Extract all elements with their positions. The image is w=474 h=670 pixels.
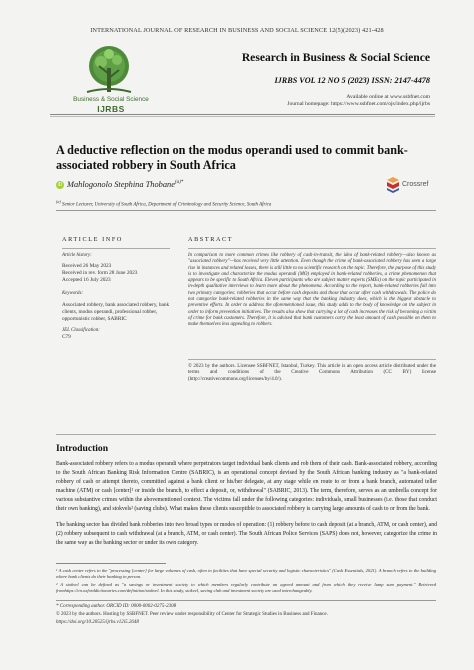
affiliation-mark: (a) (56, 199, 61, 204)
keywords-label: Keywords: (62, 290, 84, 296)
abstract-heading: ABSTRACT (188, 236, 234, 243)
logo-abbr: IJRBS (97, 104, 125, 114)
crossref-badge[interactable] (386, 176, 438, 196)
introduction-heading: Introduction (56, 443, 109, 454)
history-revised: Received in rev. form 28 June 2023 (62, 270, 138, 277)
article-info-rule (62, 248, 170, 249)
footnote-2: ² A stokvel can be defined as "a savings or investment society to which members regularly contribute an agreed amount and from which they receive lump sum payment." Retrieved fromhttps://en.oxforddictionaries.com/definition/stokvel. In this study, stokvel, saving club and investment society are used interchangeably. (56, 582, 436, 594)
footnote-1: ¹ A cash center refers to the "processing [center] for large volumes of cash, often in facilities that have special security and logistic characteristics" (Cash Essentials, 2021). A branch refers to the building where bank clients do their banking in person. (56, 568, 436, 580)
history-received: Received 26 May 2023 (62, 263, 112, 269)
abstract-text: In comparison to more common crimes like robbery of cash-in-transit, the idea of bank-related robbery—also known as "associated robbery"—has received very little attention. Even though the crime of bank-associated robbery has seen a large rise in instances and related losses, there is still little to no scientific research on the topic. Therefore, the purpose of this study is to investigate and characterize the modus operandi (MO) employed in bank-related robberies, a crime phenomenon that appears to be specific to South Africa. Eleven participants who are subject matter experts (SMEs) on the topic participated in in-depth qualitative interviews to learn more about the phenomena. According to the report, bank-related robberies fall into two primary categories: robberies that occur before cash deposits and those that occur after cash withdrawals. The police do not categorize bank-related robberies in the same way that the banking industry does, which is the biggest obstacle to preventive efforts. In order to address the aforementioned issue, this study adds to the body of knowledge on the subject in order to inform prevention initiatives. The results also show that carrying a lot of cash increases the risk of becoming a victim of crime for bank customers. Therefore, it is advised that bank customers carry the least amount of cash possible on them to make themselves less appealing to robbers. (188, 253, 436, 328)
footnote-divider (56, 563, 166, 564)
article-info-column (62, 236, 172, 341)
author-line (56, 180, 183, 189)
intro-paragraph-2: The banking sector has divided bank robberies into two broad types or modes of operation: (1) robbery before to cash deposit (at a branch, ATM, or cash center), and (2) robbery subsequent to cash withdrawal (at a branch, ATM, or cash center). The South African Police Services (SAPS) does not, however, categorize the crime in the same way as the banking sector or under its own category. (56, 522, 437, 546)
copyright-line: © 2023 by the authors. Hosting by SSBFNET. Peer review under responsibility of Center for Strategic Studies in Business and Finance. (56, 612, 328, 617)
abstract-bottom-divider (56, 434, 436, 435)
article-info-heading: ARTICLE INFO (62, 236, 123, 243)
author-name: Mahlogonolo Stephina Thobane (67, 180, 175, 189)
intro-paragraph-1: Bank-associated robbery refers to a modus operandi where perpetrators target individual bank clients and rob them of their cash. Bank-associated robbery, according to the South African Banking Risk Information Centre (SABRIC), is an operational concept devised by the South African banking industry as "a bank-related robbery of cash or attempt thereto, committed against a bank client or his/her delegate, at any stage while en route to or from a bank branch, automated teller machine (ATM) or cash [center]¹ or inside the branch, to effect a deposit, or, withdrawal" (SABRIC, 2013). The term, therefore, serves as an umbrella concept for various substantive crimes within the abovementioned context. The victims fall under the following categories: individuals, small businesses (i.e. those that conduct their own banking), and stokvels² (saving clubs). What makes these clients susceptible to associated robbery is carrying large amounts of cash to or from the bank. (56, 461, 437, 512)
abstract-column (188, 236, 436, 382)
title-divider (56, 210, 436, 211)
article-title: A deductive reflection on the modus operandi used to commit bank-associated robbery in South Africa (56, 143, 408, 172)
crossref-icon (386, 176, 400, 194)
header-divider (50, 114, 435, 115)
author-superscript: (a)* (174, 180, 184, 186)
history-label: Article history: (62, 253, 92, 258)
history-accepted: Accepted 16 July 2023 (62, 277, 111, 284)
jel-label: JEL Classification: (62, 328, 100, 334)
orcid-icon[interactable]: iD (57, 182, 63, 188)
license-rule (188, 359, 436, 360)
logo-name: Business & Social Science (73, 96, 149, 103)
header-divider-thin (50, 116, 435, 117)
running-head: INTERNATIONAL JOURNAL OF RESEARCH IN BUSINESS AND SOCIAL SCIENCE 12(5)(2023) 421-428 (90, 27, 384, 34)
affiliation (56, 199, 436, 208)
license-text: © 2023 by the authors. Licensee SSBFNET, Istanbul, Turkey. This article is an open access article distributed under the terms and conditions of the Creative Commons Attribution (CC BY) license (http://creativecommons.org/licenses/by/4.0/). (188, 363, 436, 382)
abstract-rule (188, 248, 436, 249)
jel-code: C79 (62, 334, 71, 341)
keywords-text: Associated robbery, bank associated robbery, bank clients, modus operandi, professional robber, opportunistic robber, SABRIC (62, 301, 170, 323)
corresponding-author: * Corresponding author. ORCID ID: 0000-0002-0275-2308 (56, 604, 177, 609)
crossref-label: Crossref (402, 181, 429, 188)
journal-homepage-link[interactable]: Journal homepage: https://www.ssbfnet.com/ojs/index.php/ijrbs (287, 101, 430, 107)
available-online: Available online at www.ssbfnet.com (346, 94, 430, 100)
journal-title: Research in Business & Social Science (241, 51, 430, 64)
doi-link[interactable]: https://doi.org/10.20525/ijrbs.v12i5.2648 (56, 620, 139, 625)
journal-logo (52, 44, 172, 120)
affiliation-text: Senior Lecturer, University of South Africa, Department of Criminology and Security Science, South Africa (62, 202, 272, 208)
footer-divider (56, 600, 436, 601)
journal-volume: IJRBS VOL 12 NO 5 (2023) ISSN: 2147-4478 (274, 76, 430, 85)
tree-logo-icon (79, 44, 139, 94)
